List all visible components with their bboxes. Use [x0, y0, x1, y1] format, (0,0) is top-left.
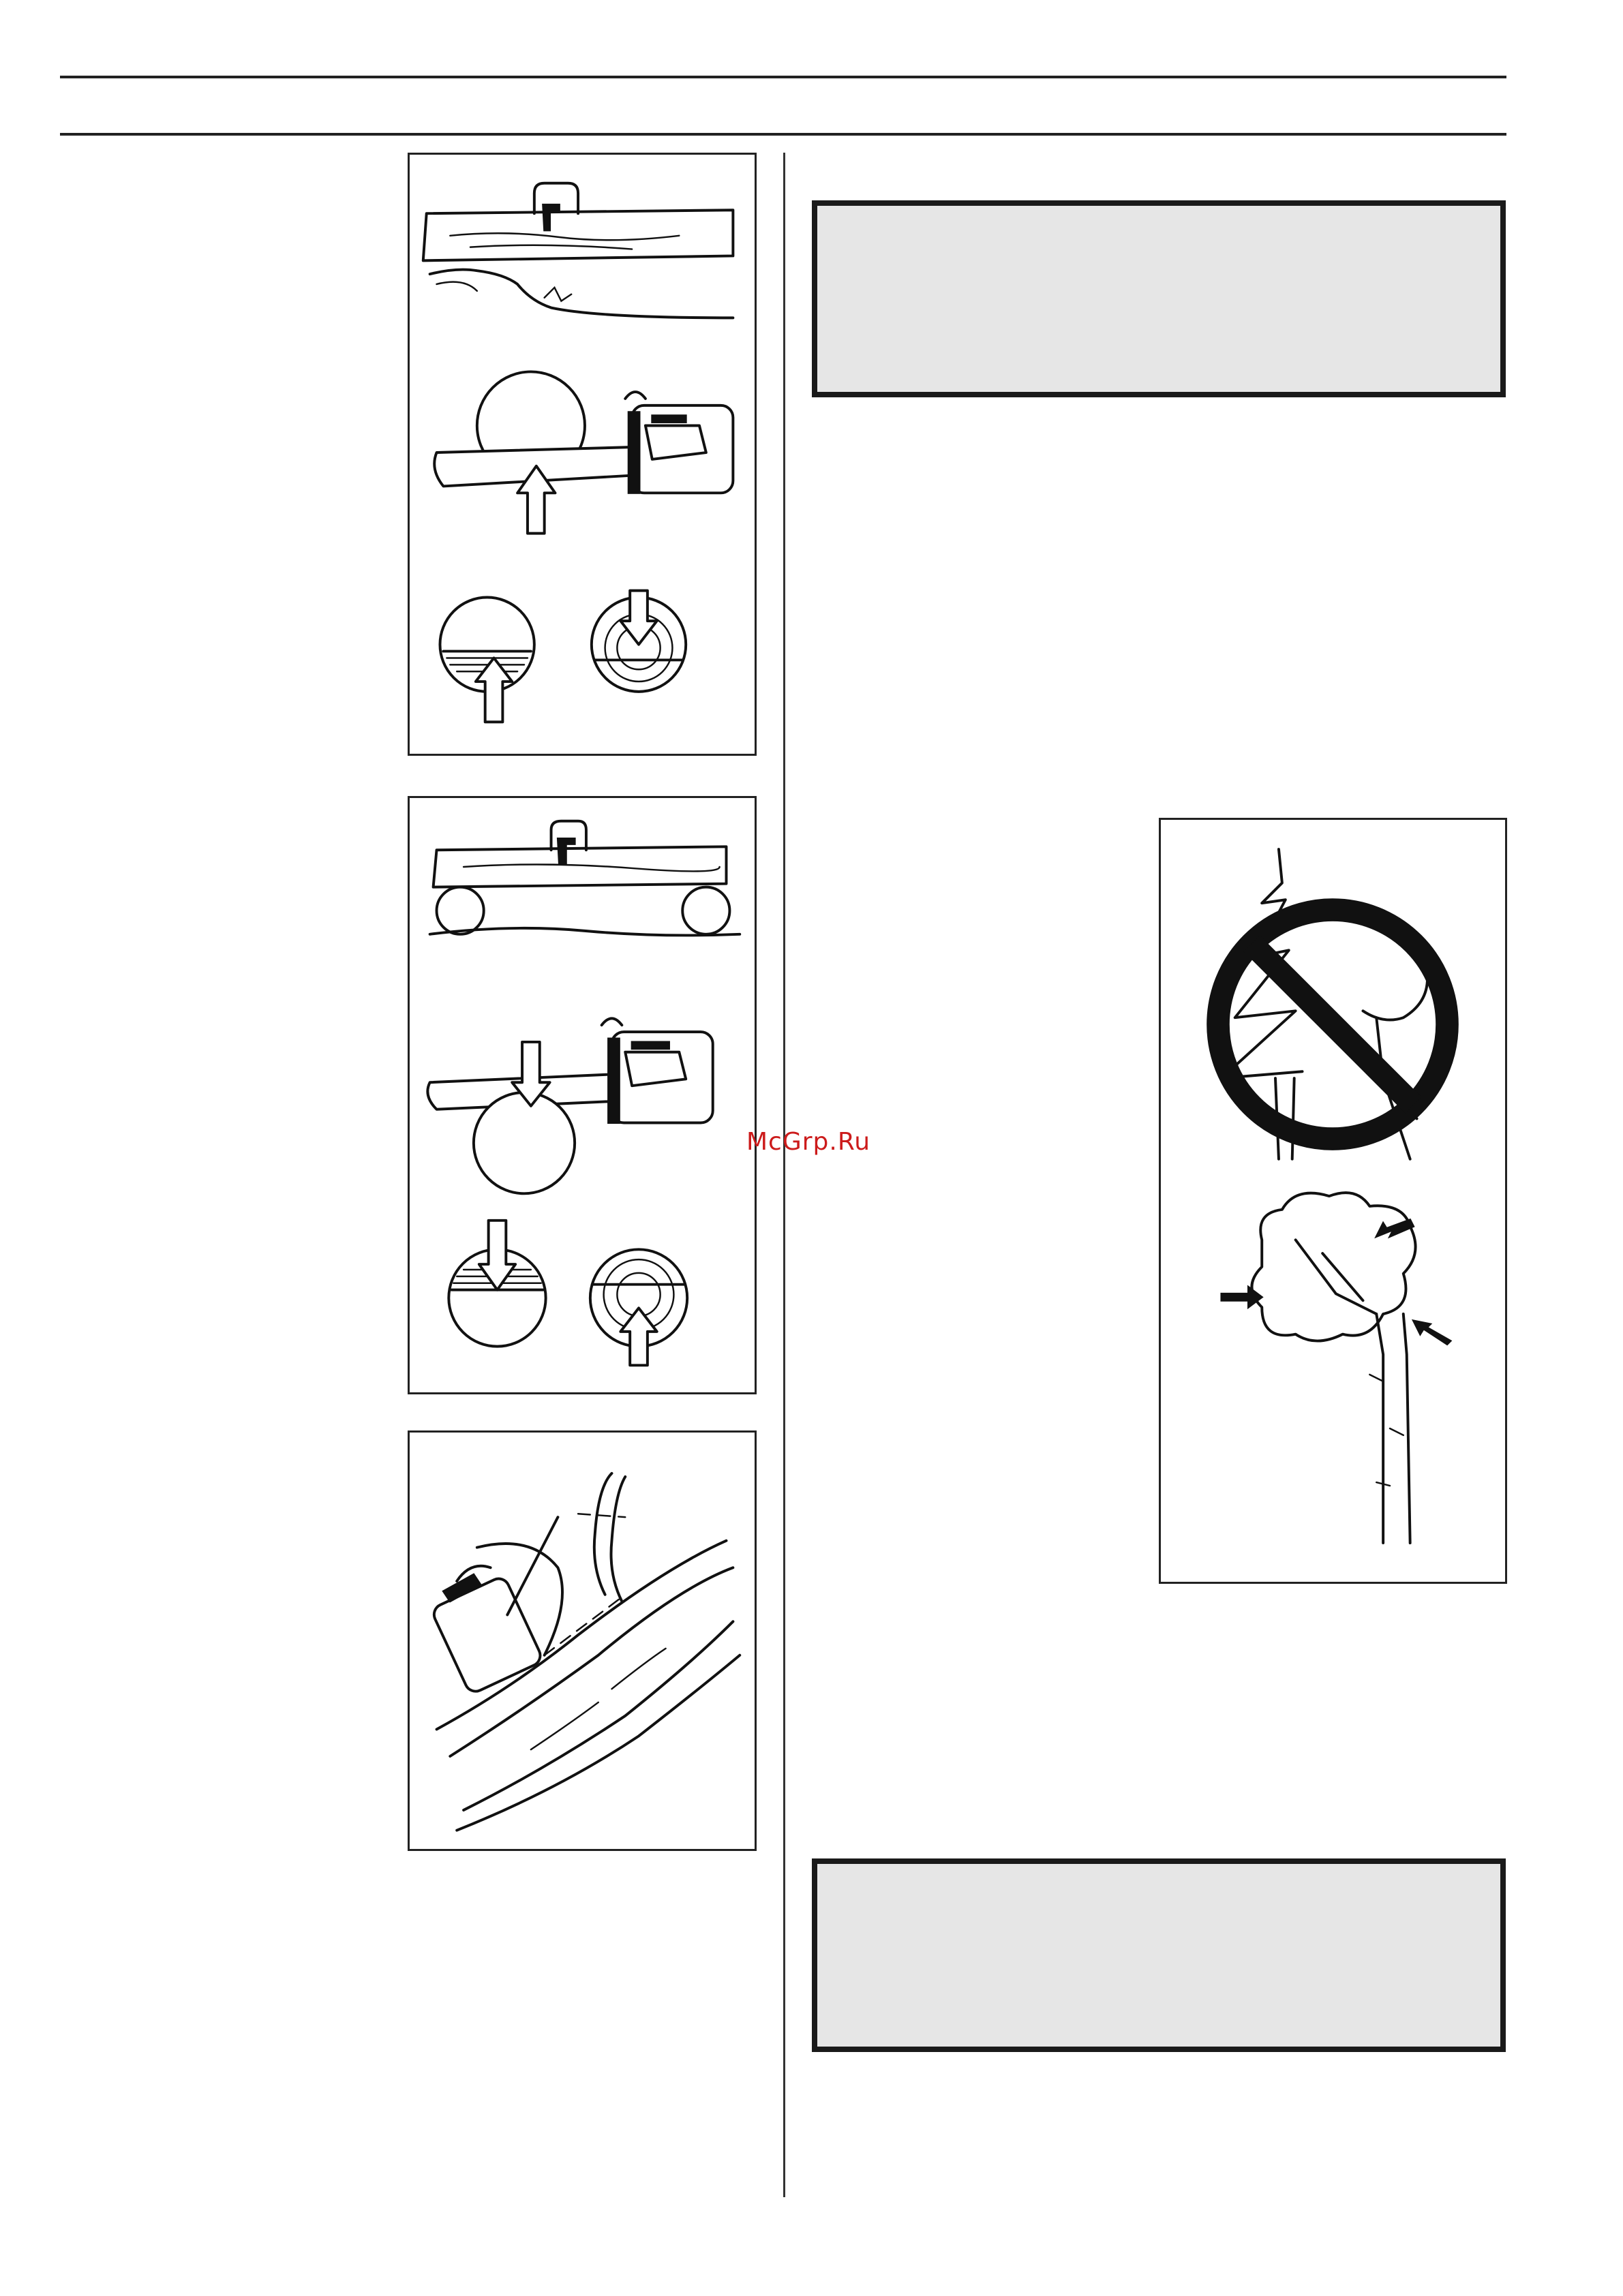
- chainsaw-limb-cut-icon: [410, 1433, 755, 1849]
- header-bottom-rule: [60, 133, 1506, 136]
- warning-box-bottom: [812, 1858, 1506, 2052]
- watermark: McGrp.Ru: [746, 1128, 871, 1156]
- header-top-rule: [60, 76, 1506, 78]
- chainsaw-underside-cut-icon: [410, 155, 755, 754]
- figure-tree-felling: [1159, 818, 1507, 1584]
- figure-limbing-under-tension: [408, 1430, 757, 1851]
- chainsaw-top-cut-icon: [410, 798, 755, 1392]
- figure-log-supported-one-end: [408, 153, 757, 756]
- figure-log-supported-both-ends: [408, 796, 757, 1394]
- column-divider: [783, 153, 785, 2197]
- prohibited-tree-felling-icon: [1161, 820, 1505, 1582]
- warning-box-top: [812, 200, 1506, 397]
